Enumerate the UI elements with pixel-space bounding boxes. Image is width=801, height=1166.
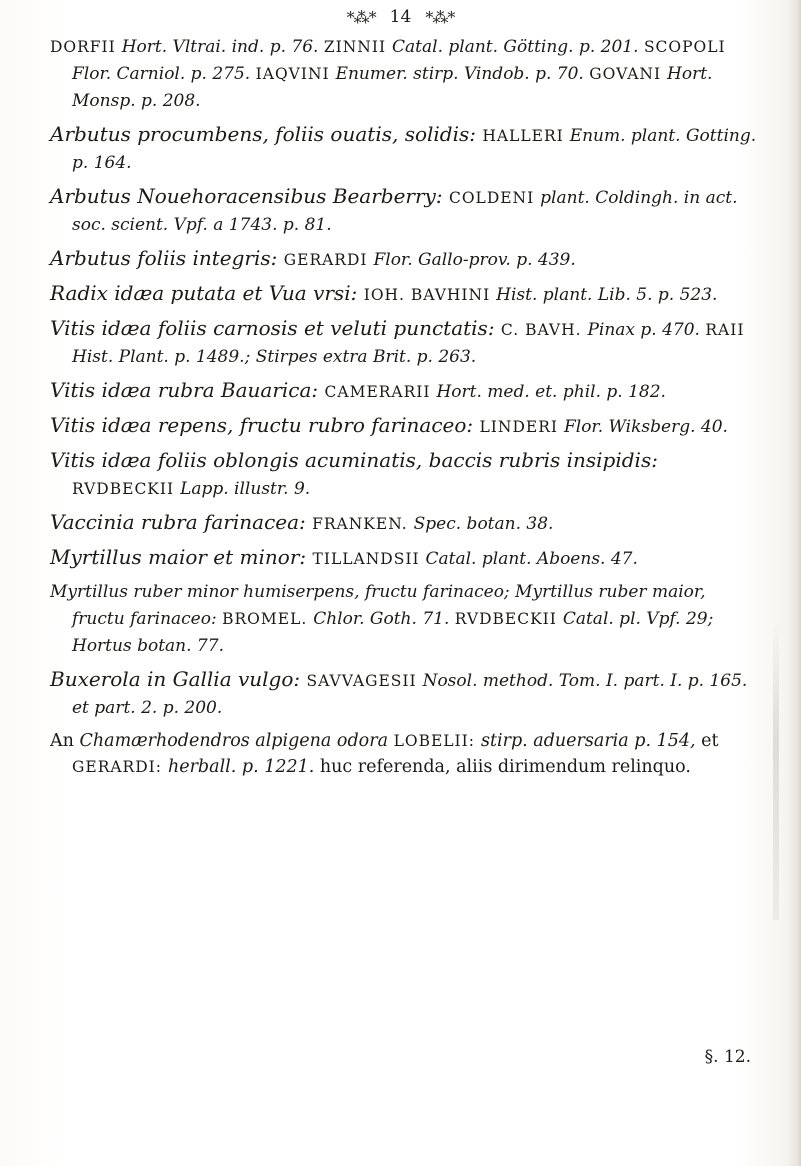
citation-text: Hort. med. et. phil. p. 182.: [436, 382, 666, 402]
author-name: LINDERI: [479, 418, 564, 436]
citation-text: Catal. plant. Aboens. 47.: [425, 549, 638, 569]
citation-entry: [50, 377, 762, 406]
author-name: IOH. BAVHINI: [363, 286, 497, 304]
author-name: FRANKEN.: [312, 515, 414, 533]
citation-entry: [50, 245, 762, 274]
citation-entry: [50, 544, 762, 573]
author-name: CAMERARII: [324, 383, 437, 401]
citation-text: An: [50, 731, 80, 751]
citation-text: huc referenda, aliis dirimendum relinquo.: [319, 757, 691, 777]
author-name: RAII: [705, 321, 745, 339]
citation-text: herball. p. 1221.: [167, 757, 320, 777]
plant-name: Vitis idæa repens, fructu rubro farinaceo:: [50, 413, 480, 437]
plant-name: Vaccinia rubra farinacea:: [50, 510, 313, 534]
citation-entry: [50, 183, 762, 239]
citation-text: Catal. plant. Götting. p. 201.: [392, 37, 644, 57]
author-name: IAQVINI: [255, 65, 336, 83]
plant-name: Arbutus Nouehoracensibus Bearberry:: [50, 184, 449, 208]
citation-text: Flor. Carniol. p. 275.: [72, 64, 256, 84]
author-name: LOBELII:: [393, 732, 481, 750]
plant-name: Myrtillus maior et minor:: [50, 545, 313, 569]
page-number: 14: [389, 7, 412, 27]
author-name: RVDBECKII: [72, 480, 181, 498]
author-name: TILLANDSII: [312, 550, 426, 568]
author-name: BROMEL.: [222, 610, 314, 628]
author-name: GOVANI: [589, 65, 668, 83]
ornament-right: *⁂*: [425, 7, 455, 27]
citation-entry: [50, 666, 762, 722]
citation-text: Lapp. illustr. 9.: [180, 479, 311, 499]
ornament-left: *⁂*: [346, 7, 376, 27]
plant-name: Vitis idæa foliis oblongis acuminatis, baccis rubris insipidis:: [50, 448, 658, 472]
citation-entry: [50, 121, 762, 177]
catchword: §. 12.: [704, 1047, 751, 1067]
author-name: SAVVAGESII: [306, 672, 423, 690]
citation-text: Chlor. Goth. 71.: [313, 609, 455, 629]
plant-name: Buxerola in Gallia vulgo:: [50, 667, 307, 691]
citation-text: stirp. aduersaria p. 154,: [480, 731, 702, 751]
plant-name: Arbutus foliis integris:: [50, 246, 284, 270]
citation-text: Chamærhodendros alpigena odora: [79, 731, 394, 751]
citation-text: Catal. pl. Vpf. 29; Hortus botan. 77.: [72, 609, 714, 656]
citation-entry: [50, 447, 762, 503]
citation-text: Hort. Monsp. p. 208.: [72, 64, 713, 111]
plant-name: Vitis idæa foliis carnosis et veluti punctatis:: [50, 316, 501, 340]
plant-name: Radix idæa putata et Vua vrsi:: [50, 281, 364, 305]
citation-text: Spec. botan. 38.: [413, 514, 554, 534]
citation-text: Pinax p. 470.: [587, 320, 706, 340]
citation-entry: [50, 34, 762, 115]
citation-text: Nosol. method. Tom. I. part. I. p. 165. et part. 2. p. 200.: [72, 671, 748, 718]
citation-text: Enum. plant. Gotting. p. 164.: [72, 126, 757, 173]
closing-paragraph: [50, 728, 762, 780]
author-name: DORFII: [50, 38, 122, 56]
bibliography-text: [50, 34, 762, 786]
citation-text: Hist. Plant. p. 1489.; Stirpes extra Brit. p. 263.: [72, 347, 477, 367]
author-name: GERARDI:: [72, 758, 168, 776]
citation-entry: [50, 280, 762, 309]
citation-text: Enumer. stirp. Vindob. p. 70.: [335, 64, 590, 84]
paper-stain: [773, 620, 779, 920]
running-header: [0, 2, 801, 32]
author-name: COLDENI: [448, 189, 541, 207]
citation-text: Flor. Gallo-prov. p. 439.: [373, 250, 576, 270]
citation-text: et: [701, 731, 719, 751]
citation-entry: [50, 315, 762, 371]
author-name: C. BAVH.: [500, 321, 588, 339]
plant-name: Vitis idæa rubra Bauarica:: [50, 378, 325, 402]
citation-text: Myrtillus ruber minor humiserpens, fructu farinaceo; Myrtillus ruber maior, fructu farinaceo:: [50, 582, 706, 629]
citation-text: plant. Coldingh. in act. soc. scient. Vpf. a 1743. p. 81.: [72, 188, 738, 235]
page-edge-shadow: [787, 0, 801, 1166]
author-name: ZINNII: [323, 38, 393, 56]
citation-text: Hist. plant. Lib. 5. p. 523.: [496, 285, 718, 305]
citation-entry: [50, 509, 762, 538]
author-name: GERARDI: [283, 251, 374, 269]
author-name: SCOPOLI: [643, 38, 726, 56]
citation-entry: [50, 412, 762, 441]
plant-name: Arbutus procumbens, foliis ouatis, solidis:: [50, 122, 483, 146]
citation-text: Flor. Wiksberg. 40.: [563, 417, 728, 437]
citation-entry: [50, 579, 762, 660]
author-name: HALLERI: [482, 127, 570, 145]
author-name: RVDBECKII: [454, 610, 563, 628]
citation-text: Hort. Vltrai. ind. p. 76.: [121, 37, 324, 57]
